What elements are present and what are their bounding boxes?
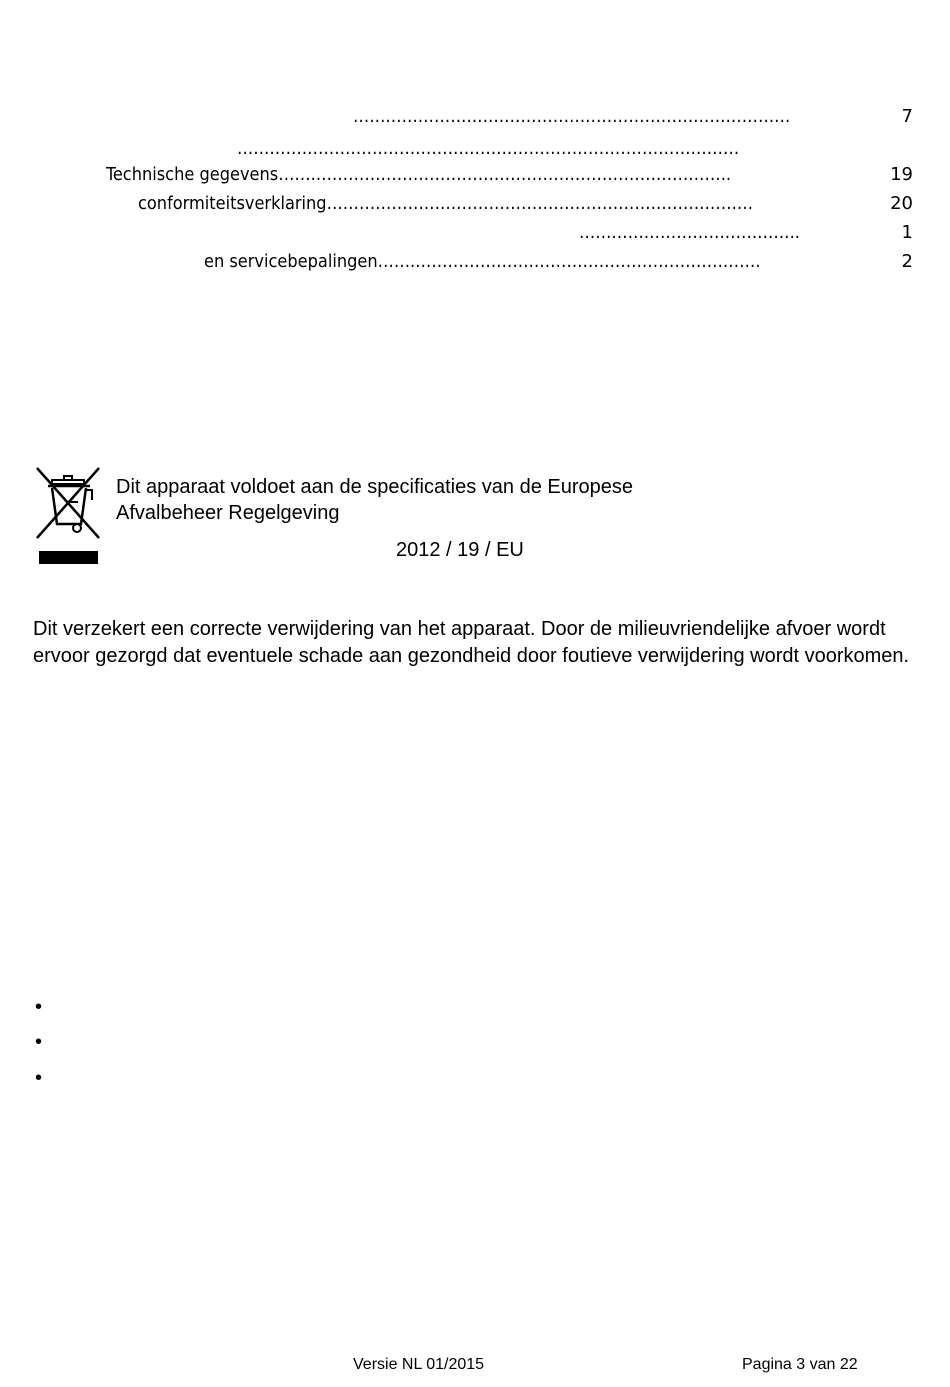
bullet-point: • [35,1031,43,1053]
toc-entry-page: 2 [901,251,913,272]
disposal-paragraph: Dit verzekert een correcte verwijdering van het apparaat. Door de milieuvriendelijke afvoer wordt ervoor gezorgd dat eventuele schade aan gezondheid door foutieve verwijdering wordt voorkomen. [33,618,910,667]
crossed-out-wheelie-bin-icon [34,466,104,568]
toc-entry-label: conformiteitsverklaring……………………………………………………………………. [138,193,753,214]
bullet-point: • [35,1067,43,1089]
toc-entry-label: Technische gegevens…….………………………………………………………………….. [106,164,731,185]
bullet-point: • [35,996,43,1018]
toc-entry-page: 20 [890,193,913,214]
weee-notice-line-2: Afvalbeheer Regelgeving [116,502,340,524]
footer-page-number: Pagina 3 van 22 [742,1356,858,1373]
toc-entry-label: en servicebepalingen…….………………………………………………………. [204,251,761,272]
toc-entry-page: 1 [901,222,913,243]
weee-directive-number: 2012 / 19 / EU [396,539,524,561]
toc-entry-label: ………………………………….. [579,222,800,243]
toc-entry-label: ………………………………………………………………………………… [237,138,740,159]
toc-entry-page: 7 [901,106,913,127]
toc-entry-page: 19 [890,164,913,185]
footer-version: Versie NL 01/2015 [353,1356,485,1373]
toc-entry-label: ……………………………………………………………………… [353,106,791,127]
weee-notice-line-1: Dit apparaat voldoet aan de specificaties van de Europese [116,476,634,498]
